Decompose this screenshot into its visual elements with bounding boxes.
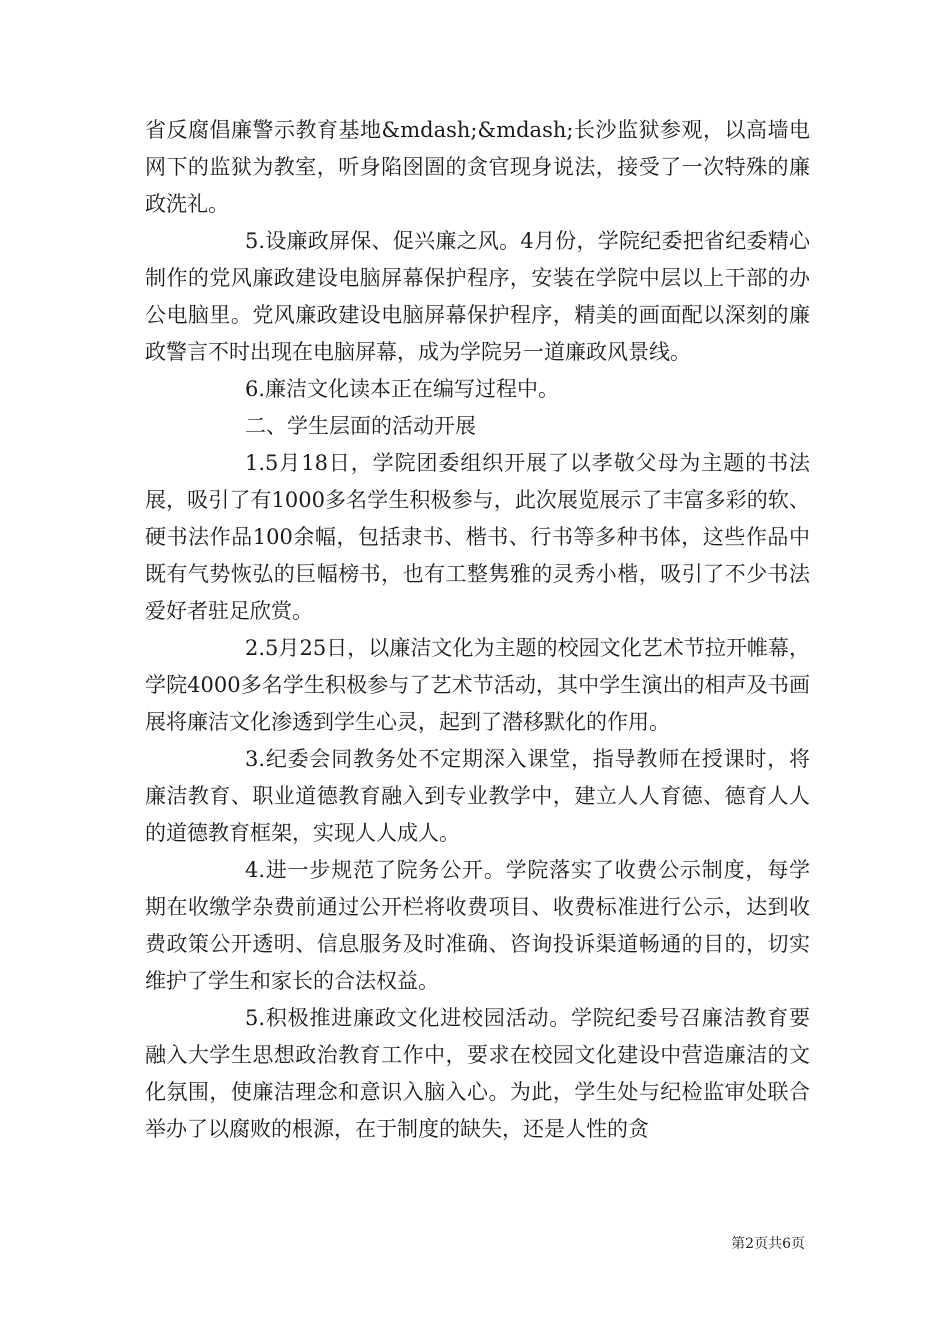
paragraph-1: 省反腐倡廉警示教育基地&mdash;&mdash;长沙监狱参观，以高墙电网下的监狱为教室，听身陷囹圄的贪官现身说法，接受了一次特殊的廉政洗礼。 — [145, 118, 810, 216]
document-body — [145, 112, 810, 1148]
paragraph-5: 1.5月18日，学院团委组织开展了以孝敬父母为主题的书法展，吸引了有1000多名学生积极参与，此次展览展示了丰富多彩的软、硬书法作品100余幅，包括隶书、楷书、行书等多种书体，这些作品中既有气势恢弘的巨幅榜书，也有工整隽雅的灵秀小楷，吸引了不少书法爱好者驻足欣赏。 — [145, 451, 810, 623]
paragraph-7: 3.纪委会同教务处不定期深入课堂，指导教师在授课时，将廉洁教育、职业道德教育融入到专业教学中，建立人人育德、德育人人的道德教育框架，实现人人成人。 — [145, 747, 810, 845]
paragraph-9: 5.积极推进廉政文化进校园活动。学院纪委号召廉洁教育要融入大学生思想政治教育工作中，要求在校园文化建设中营造廉洁的文化氛围，使廉洁理念和意识入脑入心。为此，学生处与纪检监审处联合举办了以腐败的根源，在于制度的缺失，还是人性的贪 — [145, 1006, 810, 1141]
section-heading: 二、学生层面的活动开展 — [245, 414, 476, 438]
paragraph-8: 4.进一步规范了院务公开。学院落实了收费公示制度，每学期在收缴学杂费前通过公开栏将收费项目、收费标准进行公示，达到收费政策公开透明、信息服务及时准确、咨询投诉渠道畅通的目的，切实维护了学生和家长的合法权益。 — [145, 858, 810, 993]
paragraph-3: 6.廉洁文化读本正在编写过程中。 — [245, 377, 560, 401]
paragraph-2: 5.设廉政屏保、促兴廉之风。4月份，学院纪委把省纪委精心制作的党风廉政建设电脑屏幕保护程序，安装在学院中层以上干部的办公电脑里。党风廉政建设电脑屏幕保护程序，精美的画面配以深刻的廉政警言不时出现在电脑屏幕，成为学院另一道廉政风景线。 — [145, 229, 810, 364]
page-number-footer: 第2页共6页 — [731, 1236, 805, 1252]
paragraph-6: 2.5月25日，以廉洁文化为主题的校园文化艺术节拉开帷幕，学院4000多名学生积极参与了艺术节活动，其中学生演出的相声及书画展将廉洁文化渗透到学生心灵，起到了潜移默化的作用。 — [145, 636, 810, 734]
